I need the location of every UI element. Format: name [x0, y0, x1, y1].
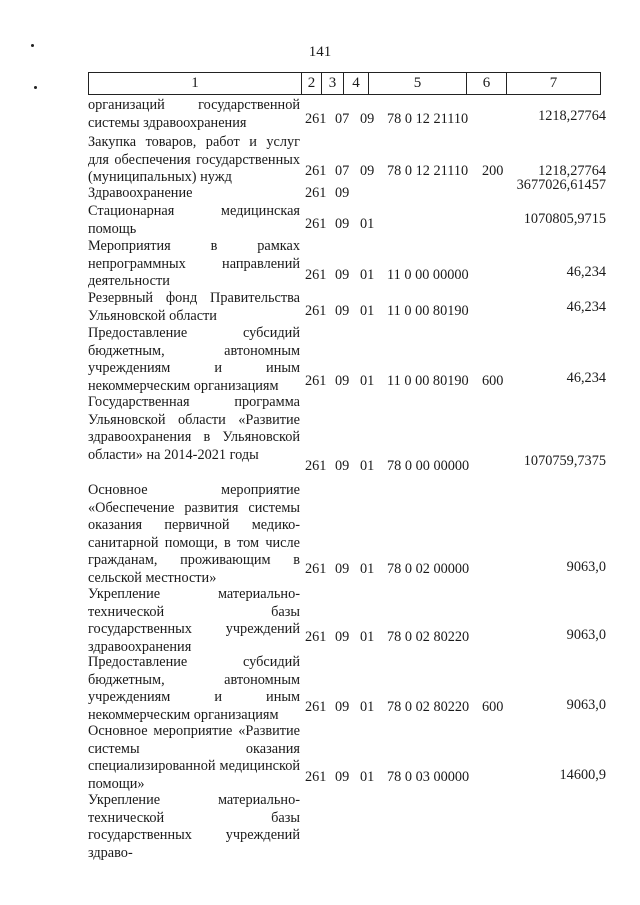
target-code: 11 0 00 00000: [387, 267, 469, 283]
target-code: 78 0 02 80220: [387, 629, 470, 645]
row-amount: 9063,0: [566, 559, 606, 575]
section-code: 09: [335, 629, 350, 645]
row-description: Мероприятия в рамках непрограммных направлений деятельности: [88, 238, 300, 290]
admin-code: 261: [305, 561, 327, 577]
admin-code: 261: [305, 629, 327, 645]
target-code: 78 0 00 00000: [387, 458, 470, 474]
row-description: Стационарная медицинская помощь: [88, 203, 300, 237]
row-amount: 9063,0: [566, 627, 606, 643]
subsection-code: 01: [360, 458, 375, 474]
header-cell: 7: [506, 73, 600, 94]
header-cell: 3: [321, 73, 343, 94]
row-description: Основное мероприятие «Обеспечение развития системы оказания первичной медико-санитарной помощи, в том числе гражданам, проживающим в сельской местности»: [88, 482, 300, 586]
subsection-code: 09: [360, 111, 375, 127]
row-amount: 14600,9: [559, 767, 606, 783]
section-code: 09: [335, 769, 350, 785]
header-cell: 4: [343, 73, 368, 94]
subsection-code: 01: [360, 303, 375, 319]
admin-code: 261: [305, 111, 327, 127]
expense-type-code: 200: [482, 163, 504, 179]
admin-code: 261: [305, 216, 327, 232]
target-code: 78 0 02 00000: [387, 561, 470, 577]
subsection-code: 01: [360, 267, 375, 283]
row-description: Здравоохранение: [88, 185, 193, 201]
admin-code: 261: [305, 769, 327, 785]
row-amount: 1218,27764: [538, 108, 606, 124]
section-code: 09: [335, 373, 350, 389]
row-amount: 46,234: [566, 299, 606, 315]
section-code: 07: [335, 111, 350, 127]
header-cell: 2: [301, 73, 321, 94]
header-cell: 1: [191, 75, 199, 91]
row-description: Укрепление материально-технической базы государственных учреждений здравоохранения: [88, 586, 300, 655]
section-code: 09: [335, 699, 350, 715]
header-cell: 5: [368, 73, 466, 94]
admin-code: 261: [305, 163, 327, 179]
expense-type-code: 600: [482, 699, 504, 715]
row-description: Предоставление субсидий бюджетным, автономным учреждениям и иным некоммерческим организациям: [88, 654, 300, 723]
section-code: 09: [335, 267, 350, 283]
target-code: 78 0 12 21110: [387, 163, 469, 179]
subsection-code: 01: [360, 699, 375, 715]
target-code: 78 0 02 80220: [387, 699, 470, 715]
table-header: [88, 72, 601, 95]
row-amount: 9063,0: [566, 697, 606, 713]
subsection-code: 01: [360, 769, 375, 785]
target-code: 78 0 12 21110: [387, 111, 469, 127]
row-amount: 46,234: [566, 370, 606, 386]
target-code: 11 0 00 80190: [387, 373, 469, 389]
admin-code: 261: [305, 699, 327, 715]
row-description: Государственная программа Ульяновской области «Развитие здравоохранения в Ульяновской области» на 2014-2021 годы: [88, 394, 300, 463]
subsection-code: 09: [360, 163, 375, 179]
row-description: Предоставление субсидий бюджетным, автономным учреждениям и иным некоммерческим организациям: [88, 325, 300, 394]
header-cell: 6: [466, 73, 506, 94]
section-code: 09: [335, 216, 350, 232]
subsection-code: 01: [360, 561, 375, 577]
row-description: Резервный фонд Правительства Ульяновской области: [88, 290, 300, 324]
page-number: 141: [308, 44, 332, 60]
subsection-code: 01: [360, 216, 375, 232]
section-code: 09: [335, 561, 350, 577]
subsection-code: 01: [360, 373, 375, 389]
row-amount: 1070759,7375: [523, 453, 606, 469]
row-description: Основное мероприятие «Развитие системы оказания специализированной медицинской помощи»: [88, 723, 300, 792]
target-code: 78 0 03 00000: [387, 769, 470, 785]
subsection-code: 01: [360, 629, 375, 645]
section-code: 09: [335, 185, 350, 201]
section-code: 09: [335, 303, 350, 319]
expense-type-code: 600: [482, 373, 504, 389]
section-code: 09: [335, 458, 350, 474]
admin-code: 261: [305, 458, 327, 474]
scan-speck: [34, 86, 37, 89]
row-description: Закупка товаров, работ и услуг для обеспечения государственных (муниципальных) нужд: [88, 134, 300, 186]
row-description: организаций государственной системы здравоохранения: [88, 97, 300, 131]
row-amount: 46,234: [566, 264, 606, 280]
target-code: 11 0 00 80190: [387, 303, 469, 319]
row-amount: 1218,27764: [538, 163, 606, 179]
row-amount: 1070805,9715: [523, 211, 606, 227]
row-amount: 3677026,61457: [516, 177, 606, 193]
row-description: Укрепление материально-технической базы государственных учреждений здраво-: [88, 792, 300, 861]
admin-code: 261: [305, 185, 327, 201]
admin-code: 261: [305, 303, 327, 319]
section-code: 07: [335, 163, 350, 179]
admin-code: 261: [305, 267, 327, 283]
admin-code: 261: [305, 373, 327, 389]
